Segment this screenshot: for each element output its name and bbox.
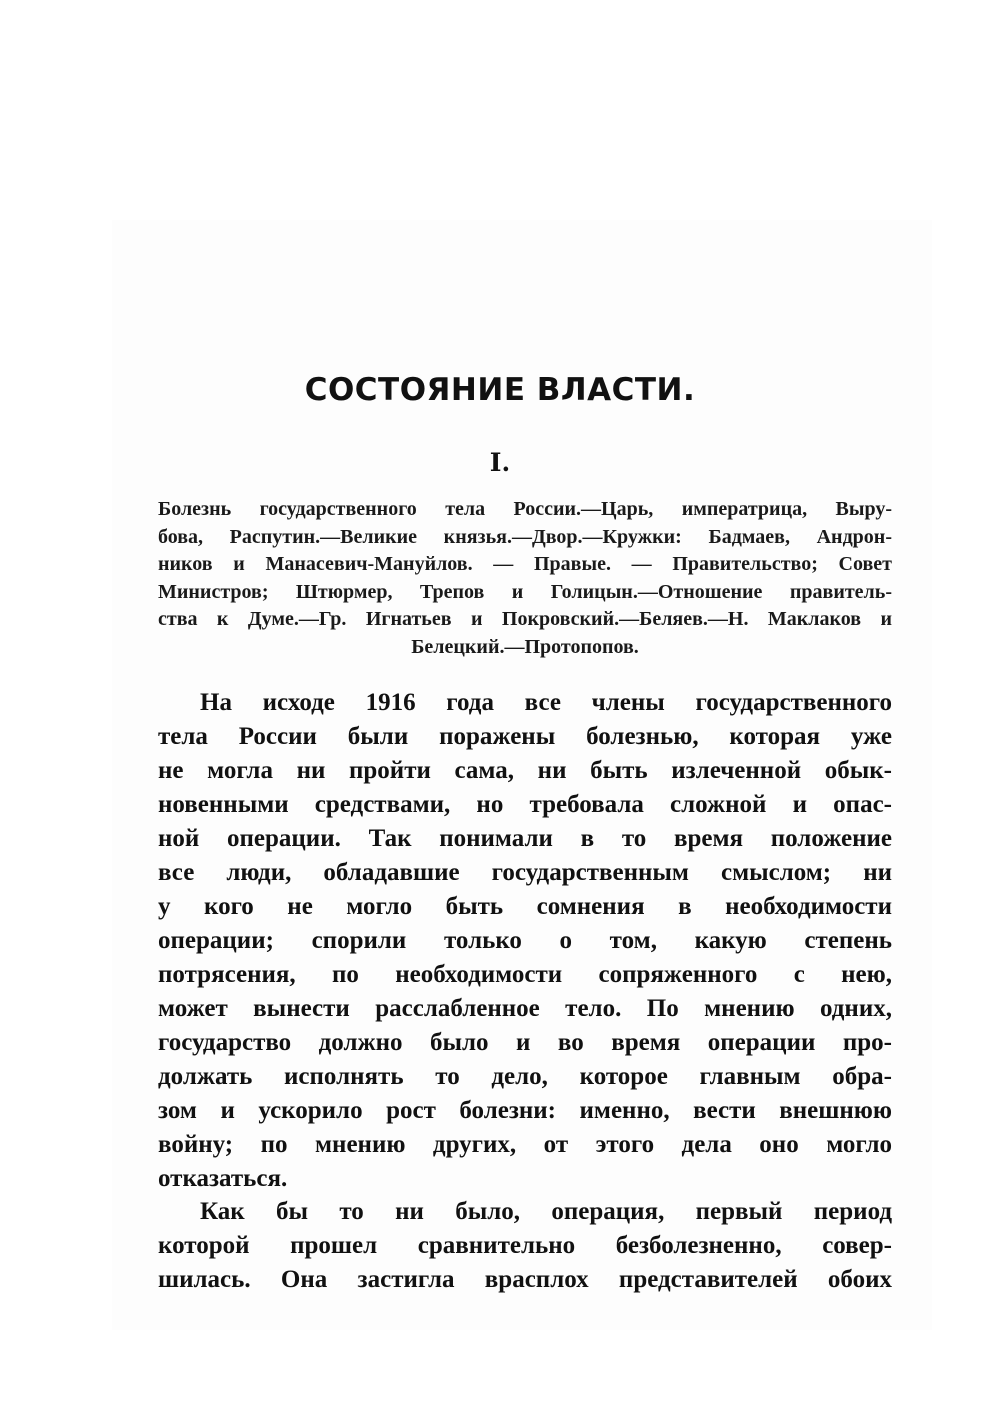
paragraph-line: должать исполнять то дело, которое главным обра-: [158, 1063, 892, 1090]
paragraph-line: шилась. Она застигла врасплох представителей обоих: [158, 1266, 892, 1293]
paragraph-line: государство должно было и во время операции про-: [158, 1029, 892, 1056]
summary-line: ства к Думе.—Гр. Игнатьев и Покровский.—Беляев.—Н. Маклаков и: [158, 608, 892, 630]
body-paragraph: [158, 686, 892, 1196]
summary-line: Белецкий.—Протопопов.: [411, 635, 639, 658]
paragraph-line: Как бы то ни было, операция, первый период: [200, 1198, 892, 1225]
paragraph-line: может вынести расслабленное тело. По мнению одних,: [158, 995, 892, 1022]
paragraph-line: тела России были поражены болезнью, которая уже: [158, 723, 892, 750]
paragraph-line: отказаться.: [158, 1165, 288, 1192]
chapter-number: I.: [489, 448, 511, 477]
summary-line: Министров; Штюрмер, Трепов и Голицын.—Отношение правитель-: [158, 580, 892, 603]
summary-line: бова, Распутин.—Великие князья.—Двор.—Кружки: Бадмаев, Андрон-: [158, 525, 892, 548]
paragraph-line: зом и ускорило рост болезни: именно, вести внешнюю: [158, 1097, 892, 1124]
paragraph-line: На исходе 1916 года все члены государственного: [200, 689, 892, 716]
paragraph-line: у кого не могло быть сомнения в необходимости: [158, 893, 892, 920]
paragraph-line: потрясения, по необходимости сопряженного с нею,: [158, 961, 892, 988]
summary-line: ников и Манасевич-Мануйлов. — Правые. — Правительство; Совет: [158, 553, 892, 575]
summary-line: Болезнь государственного тела России.—Царь, императрица, Выру-: [158, 498, 892, 520]
paragraph-line: операции; спорили только о том, какую степень: [158, 927, 892, 954]
chapter-summary: [158, 496, 892, 661]
body-paragraph: [158, 1195, 892, 1297]
chapter-title: СОСТОЯНИЕ ВЛАСТИ.: [304, 372, 696, 408]
paragraph-line: ной операции. Так понимали в то время положение: [158, 825, 892, 852]
paragraph-line: которой прошел сравнительно безболезненно, совер-: [158, 1232, 892, 1259]
paragraph-line: войну; по мнению других, от этого дела оно могло: [158, 1131, 892, 1158]
paragraph-line: новенными средствами, но требовала сложной и опас-: [158, 791, 892, 818]
paragraph-line: не могла ни пройти сама, ни быть излеченной обык-: [158, 757, 892, 784]
paragraph-line: все люди, обладавшие государственным смыслом; ни: [158, 859, 892, 886]
